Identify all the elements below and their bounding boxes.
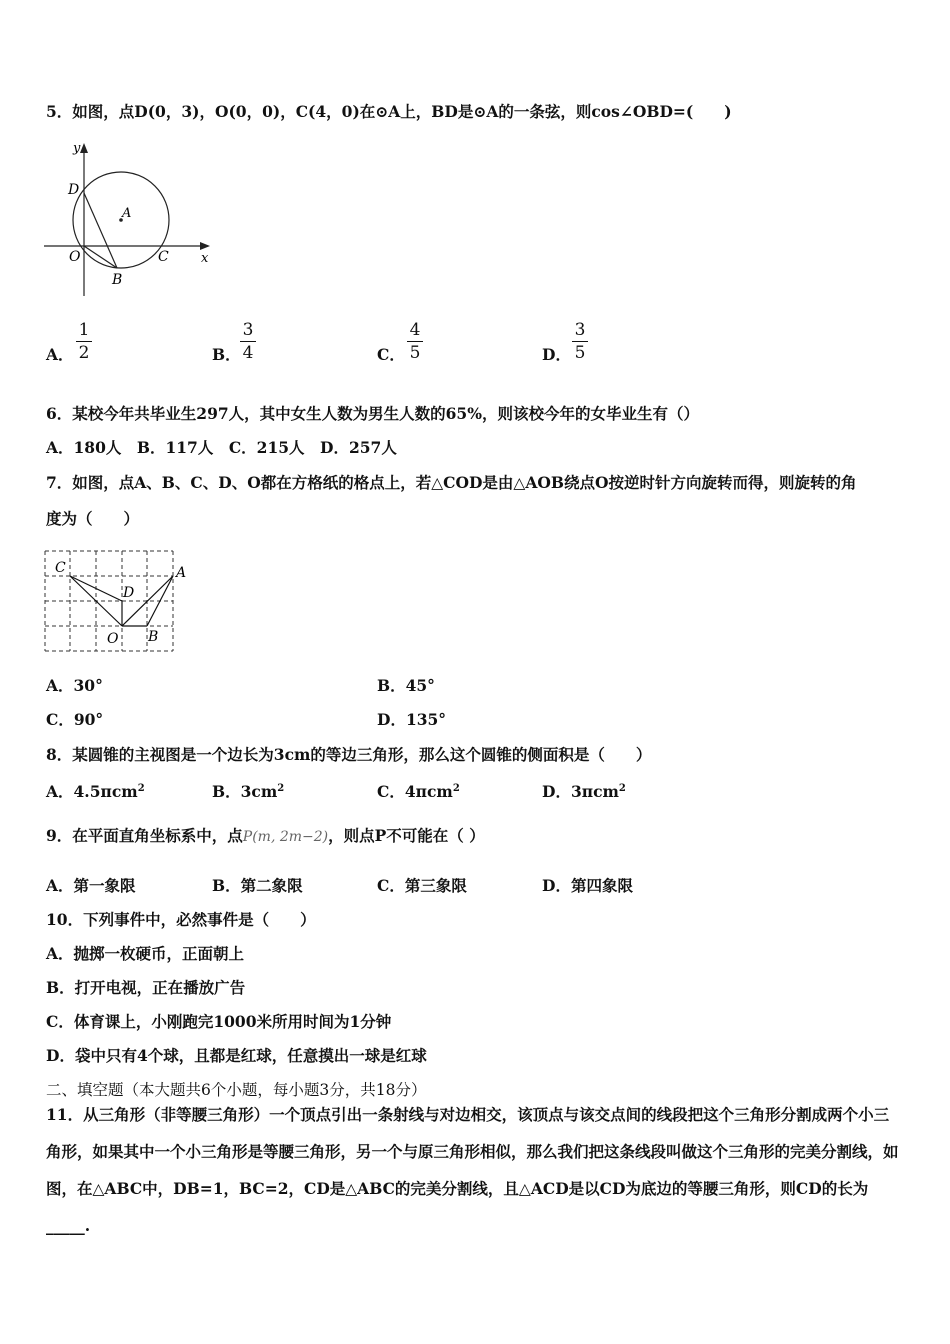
q7-stem-line2: 度为（ ） (46, 509, 140, 528)
q5-option-a-fraction: 1 2 (76, 320, 92, 363)
q5-option-b-fraction: 3 4 (240, 320, 256, 363)
q9-option-b[interactable]: B．第二象限 (212, 876, 303, 895)
q10-option-b[interactable]: B．打开电视，正在播放广告 (46, 978, 246, 997)
q7-point-d-label: D (123, 585, 135, 601)
q9-stem-before: 9．在平面直角坐标系中，点 (46, 826, 243, 845)
q10-option-c[interactable]: C．体育课上，小刚跑完1000米所用时间为1分钟 (46, 1012, 392, 1031)
q9-stem (46, 826, 485, 847)
q5-stem: 5．如图，点D(0，3)，O(0，0)，C(4，0)在⊙A上，BD是⊙A的一条弦，则cos∠OBD=( ) (46, 102, 732, 121)
q5-point-c-label: C (158, 249, 169, 265)
q5-option-d-letter[interactable]: D． (542, 345, 571, 364)
q5-option-d-fraction: 3 5 (572, 320, 588, 363)
q6-stem: 6．某校今年共毕业生297人，其中女生人数为男生人数的65%，则该校今年的女毕业生有（） (46, 404, 699, 423)
q5-axis-y-label: y (73, 141, 81, 156)
q5-option-c-letter[interactable]: C． (377, 345, 405, 364)
q8-option-b[interactable]: B．$3cm^2$ (212, 782, 285, 802)
q5-option-a-letter[interactable]: A． (46, 345, 74, 364)
q7-option-d[interactable]: D．135° (377, 710, 447, 729)
q7-point-o-label: O (107, 631, 119, 647)
q5-figure (40, 138, 220, 300)
q7-stem-line1: 7．如图，点A、B、C、D、O都在方格纸的格点上，若△COD是由△AOB绕点O按逆时针方向旋转而得，则旋转的角 (46, 473, 857, 492)
q9-formula: P(m, 2m−2) (242, 829, 329, 845)
q10-option-a[interactable]: A．抛掷一枚硬币，正面朝上 (46, 944, 245, 963)
q5-option-c-fraction: 4 5 (407, 320, 423, 363)
q8-stem: 8．某圆锥的主视图是一个边长为3cm的等边三角形，那么这个圆锥的侧面积是（ ） (46, 745, 652, 764)
q7-option-b[interactable]: B．45° (377, 676, 435, 695)
q9-option-d[interactable]: D．第四象限 (542, 876, 633, 895)
q5-point-a-label: A (122, 206, 132, 221)
q10-option-d[interactable]: D．袋中只有4个球，且都是红球，任意摸出一球是红球 (46, 1046, 427, 1065)
q7-option-a[interactable]: A．30° (46, 676, 103, 695)
q11-text: 11．从三角形（非等腰三角形）一个顶点引出一条射线与对边相交，该顶点与该交点间的线段把这个三角形分割成两个小三角形，如果其中一个小三角形是等腰三角形，另一个与原三角形相似，那么我们把这条线段叫做这个三角形的完美分割线，如图，在△ABC中，DB=1，BC=2，CD是△ABC的完美分割线，且△ACD是以CD为底边的等腰三角形，则CD的长为_____. (46, 1105, 899, 1235)
q7-figure (40, 546, 200, 658)
q6-options[interactable]: A．180人 B．117人 C．215人 D．257人 (46, 438, 397, 457)
q7-option-c[interactable]: C．90° (46, 710, 104, 729)
q5-point-d-label: D (68, 182, 80, 198)
q5-point-b-label: B (112, 272, 123, 288)
q5-axis-x-label: x (201, 251, 209, 266)
q8-option-d[interactable]: D．3πcm$^2$ (542, 782, 626, 802)
q7-point-b-label: B (148, 629, 159, 645)
q10-stem: 10．下列事件中，必然事件是（ ） (46, 910, 316, 929)
q5-point-o-label: O (69, 249, 81, 265)
q8-option-c[interactable]: C．4πcm$^2$ (377, 782, 460, 802)
q9-option-c[interactable]: C．第三象限 (377, 876, 467, 895)
section-heading-fill-in: 二、填空题（本大题共6个小题，每小题3分，共18分） (46, 1081, 427, 1099)
q9-option-a[interactable]: A．第一象限 (46, 876, 136, 895)
q7-point-a-label: A (176, 565, 187, 581)
q5-option-b-letter[interactable]: B． (212, 345, 241, 364)
q9-stem-after: ，则点P不可能在（ ） (328, 826, 485, 845)
q8-option-a[interactable]: A．4.5πcm$^2$ (46, 782, 145, 802)
q7-point-c-label: C (55, 560, 66, 576)
